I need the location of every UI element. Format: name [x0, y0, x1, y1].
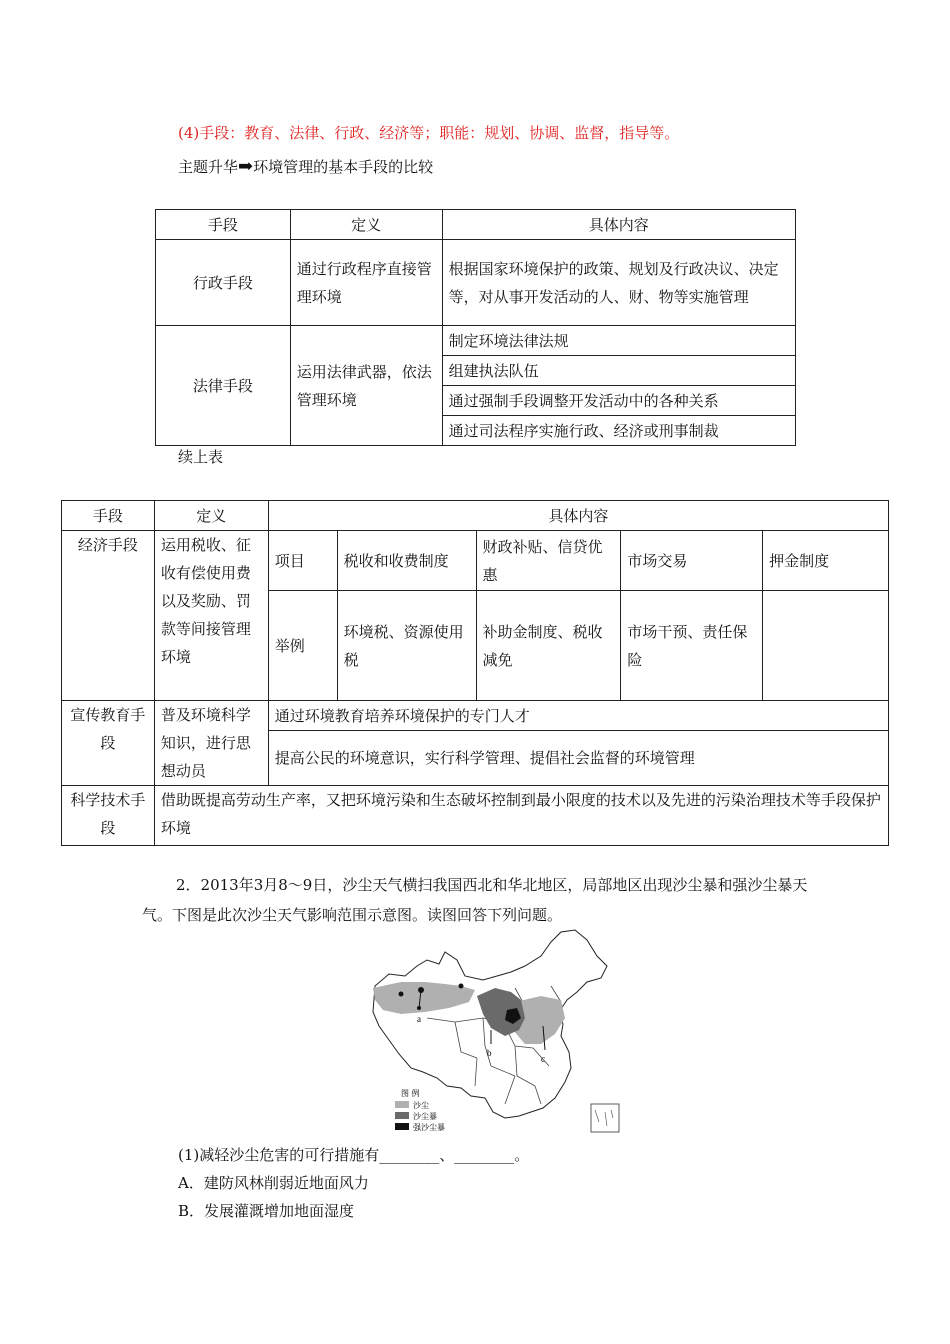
- sci-content: 借助既提高劳动生产率，又把环境污染和生态破坏控制到最小限度的技术以及先进的污染治理技术等手段保护环境: [154, 786, 888, 846]
- legend-label-dust: 沙尘: [413, 1101, 429, 1110]
- econ-row2-cell: 补助金制度、税收减免: [476, 591, 621, 701]
- econ-def: 运用税收、征收有偿使用费以及奖励、罚款等间接管理环境: [154, 531, 268, 701]
- legal-item: 组建执法队伍: [442, 356, 795, 386]
- strong-dust-storm-point: [399, 992, 404, 997]
- legal-def: 运用法律武器，依法管理环境: [290, 326, 442, 446]
- econ-row2-label: 举例: [268, 591, 337, 701]
- question-stem: 2．2013年3月8～9日，沙尘天气横扫我国西北和华北地区，局部地区出现沙尘暴和强沙尘暴天气。下图是此次沙尘天气影响范围示意图。读图回答下列问题。: [142, 876, 808, 924]
- strong-dust-storm-point: [459, 984, 464, 989]
- edu-name: 宣传教育手段: [62, 701, 155, 786]
- sub-question-1: (1)减轻沙尘危害的可行措施有________、________。: [178, 1146, 530, 1164]
- table2-header-definition: 定义: [154, 501, 268, 531]
- option-b: B．发展灌溉增加地面湿度: [178, 1202, 355, 1220]
- econ-row1-cell: 税收和收费制度: [337, 531, 476, 591]
- legal-item: 通过司法程序实施行政、经济或刑事制裁: [442, 416, 795, 446]
- legal-item: 通过强制手段调整开发活动中的各种关系: [442, 386, 795, 416]
- theme-prefix: 主题升华: [178, 158, 239, 176]
- econ-row2-cell: 环境税、资源使用税: [337, 591, 476, 701]
- table1-header-definition: 定义: [290, 210, 442, 240]
- point-b-label: b: [487, 1048, 492, 1058]
- legend-swatch-strong: [395, 1123, 409, 1130]
- table1-header-method: 手段: [156, 210, 291, 240]
- point-a-label: a: [417, 1014, 421, 1024]
- table2-header-content: 具体内容: [268, 501, 888, 531]
- legend-label-storm: 沙尘暴: [413, 1112, 437, 1121]
- table1-header-content: 具体内容: [442, 210, 795, 240]
- sci-name: 科学技术手段: [62, 786, 155, 846]
- admin-name: 行政手段: [156, 240, 291, 326]
- option-a: A．建防风林削弱近地面风力: [178, 1174, 369, 1192]
- econ-row2-cell: 市场干预、责任保险: [621, 591, 763, 701]
- admin-def: 通过行政程序直接管理环境: [290, 240, 442, 326]
- table-1: [155, 209, 796, 446]
- table2-header-method: 手段: [62, 501, 155, 531]
- table-2: [61, 500, 889, 846]
- edu-def: 普及环境科学知识，进行思想动员: [154, 701, 268, 786]
- legend-swatch-storm: [395, 1112, 409, 1119]
- china-dust-map: [365, 926, 625, 1136]
- econ-row1-cell: 押金制度: [763, 531, 889, 591]
- arrow-right-icon: ➡: [238, 156, 254, 177]
- edu-item: 通过环境教育培养环境保护的专门人才: [268, 701, 888, 731]
- econ-name: 经济手段: [62, 531, 155, 701]
- point-c-label: c: [541, 1054, 545, 1064]
- legend-label-strong: 强沙尘暴: [413, 1123, 445, 1132]
- continued-label: 续上表: [178, 448, 224, 466]
- econ-row2-cell: [763, 591, 889, 701]
- admin-content: 根据国家环境保护的政策、规划及行政决议、决定等，对从事开发活动的人、财、物等实施管理: [442, 240, 795, 326]
- theme-title: 环境管理的基本手段的比较: [253, 158, 434, 176]
- legend-swatch-dust: [395, 1101, 409, 1108]
- theme-heading: [178, 156, 433, 177]
- legal-name: 法律手段: [156, 326, 291, 446]
- intro-line: (4)手段：教育、法律、行政、经济等；职能：规划、协调、监督，指导等。: [178, 124, 680, 142]
- econ-row1-cell: 市场交易: [621, 531, 763, 591]
- edu-item: 提高公民的环境意识，实行科学管理、提倡社会监督的环境管理: [268, 731, 888, 786]
- econ-row1-label: 项目: [268, 531, 337, 591]
- econ-row1-cell: 财政补贴、信贷优惠: [476, 531, 621, 591]
- legal-item: 制定环境法律法规: [442, 326, 795, 356]
- legend-title: 图 例: [401, 1089, 420, 1098]
